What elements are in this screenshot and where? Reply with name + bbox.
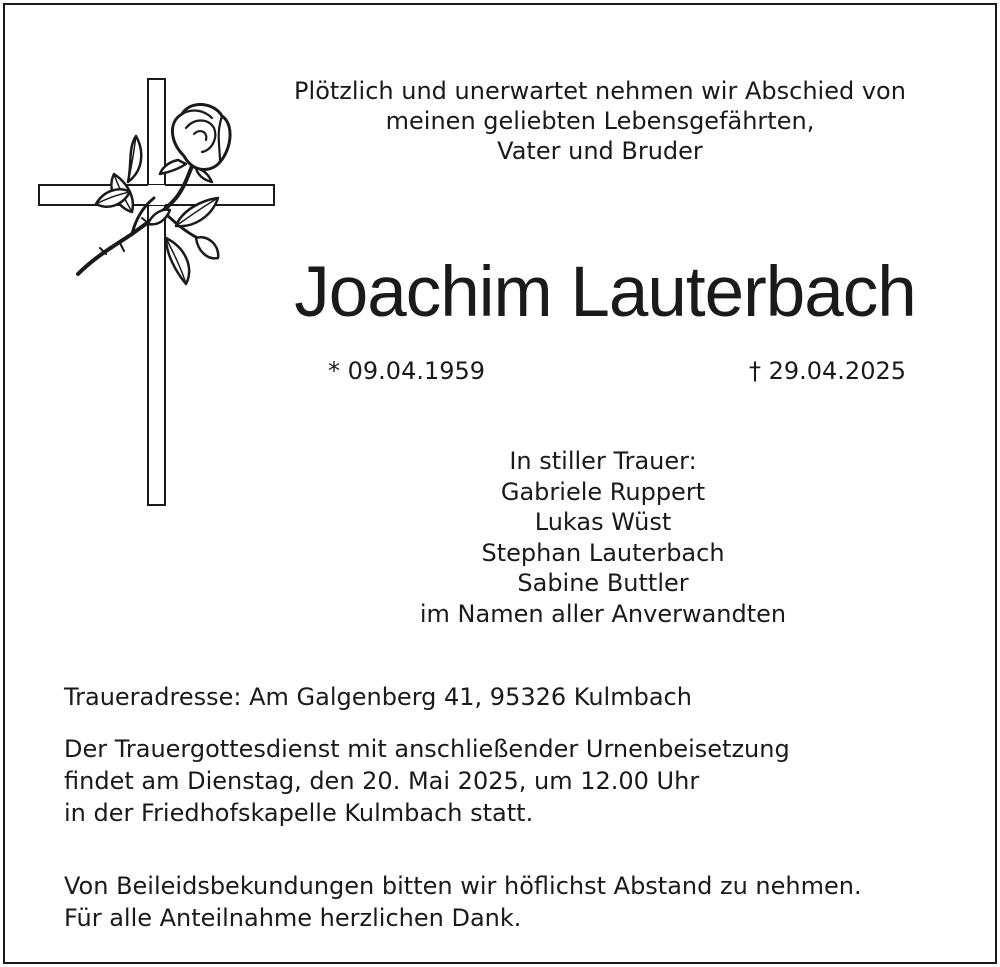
service-info (64, 733, 790, 829)
intro-line: Plötzlich und unerwartet nehmen wir Abschied von (294, 77, 906, 105)
service-line: Der Trauergottesdienst mit anschließender Urnenbeisetzung (64, 735, 790, 763)
service-line: findet am Dienstag, den 20. Mai 2025, um 12.00 Uhr (64, 767, 700, 795)
mourner-name: Stephan Lauterbach (481, 538, 725, 567)
birth-date: * 09.04.1959 (328, 357, 486, 385)
mourner-name: Sabine Buttler (517, 569, 689, 597)
cross-icon (39, 79, 274, 505)
service-line: in der Friedhofskapelle Kulmbach statt. (64, 799, 534, 827)
intro-line: meinen geliebten Lebensgefährten, (385, 107, 815, 135)
death-date: † 29.04.2025 (748, 357, 906, 385)
mourner-name: Gabriele Ruppert (500, 477, 706, 506)
closing-line: Für alle Anteilnahme herzlichen Dank. (64, 904, 522, 932)
intro-text (240, 76, 960, 166)
deceased-name: Joachim Lauterbach (294, 253, 916, 332)
mourning-address: Traueradresse: Am Galgenberg 41, 95326 Kulmbach (64, 683, 692, 711)
closing-line: Von Beileidsbekundungen bitten wir höflichst Abstand zu nehmen. (64, 872, 862, 900)
mourners-block (380, 446, 826, 629)
mourners-heading: In stiller Trauer: (509, 447, 697, 475)
mourner-name: Lukas Wüst (534, 508, 672, 536)
mourners-footer: im Namen aller Anverwandten (419, 599, 787, 628)
closing-text (64, 870, 862, 934)
intro-line: Vater und Bruder (497, 137, 703, 165)
